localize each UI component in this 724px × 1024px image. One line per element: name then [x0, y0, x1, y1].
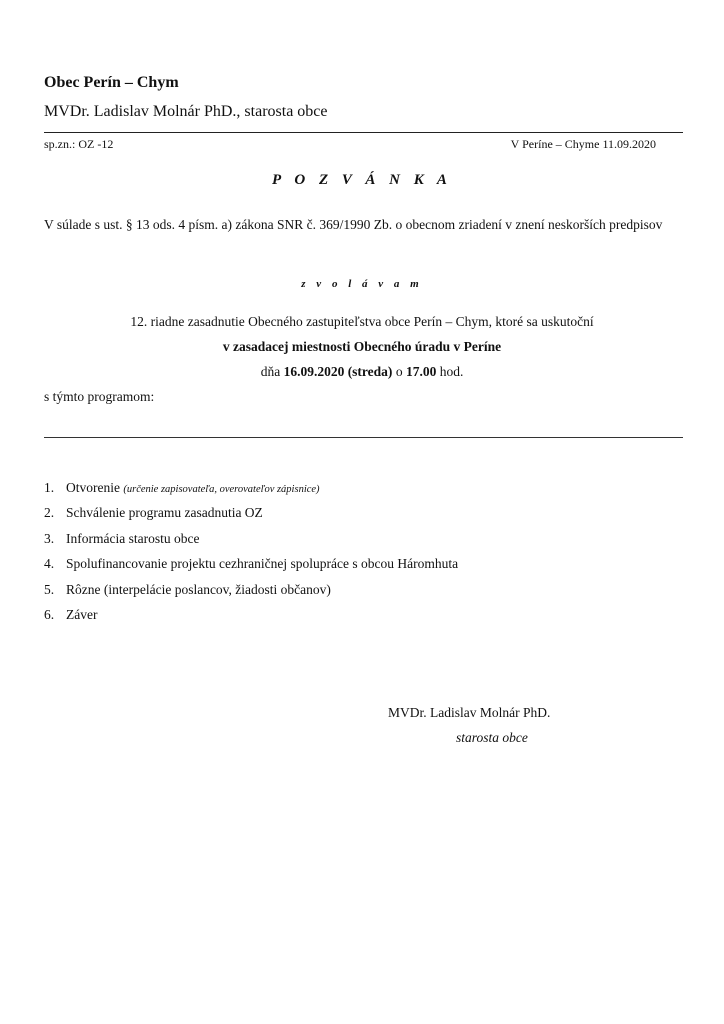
program-intro: s týmto programom: — [44, 389, 155, 404]
agenda-item-text: Otvorenie — [66, 480, 124, 495]
signatory-name: MVDr. Ladislav Molnár PhD. — [388, 705, 551, 720]
agenda-item-text: Informácia starostu obce — [66, 530, 200, 546]
program-divider — [44, 437, 683, 438]
agenda-item-number: 3. — [44, 530, 55, 546]
mayor-line: MVDr. Ladislav Molnár PhD., starosta obce — [44, 103, 328, 120]
signatory-title: starosta obce — [456, 730, 528, 745]
time-prefix: o — [392, 364, 406, 379]
agenda-list — [44, 478, 458, 630]
reference-number: sp.zn.: OZ -12 — [44, 137, 114, 151]
agenda-item — [44, 478, 458, 503]
document-title: P O Z V Á N K A — [272, 172, 452, 188]
agenda-item-text: Schválenie programu zasadnutia OZ — [66, 505, 263, 521]
agenda-item-text: Spolufinancovanie projektu cezhraničnej spolupráce s obcou Háromhuta — [66, 556, 459, 572]
agenda-item-text: Záver — [66, 606, 98, 622]
convene-word: z v o l á v a m — [301, 278, 423, 290]
time-suffix: hod. — [436, 364, 464, 379]
municipality-name: Obec Perín – Chym — [44, 74, 179, 91]
legal-basis: V súlade s ust. § 13 ods. 4 písm. a) zákona SNR č. 369/1990 Zb. o obecnom zriadení v znení neskorších predpisov — [44, 217, 663, 232]
meeting-date: 16.09.2020 (streda) — [283, 364, 393, 379]
agenda-item-number: 4. — [44, 556, 55, 572]
agenda-item — [44, 605, 458, 630]
header-divider — [44, 132, 683, 133]
agenda-item — [44, 554, 458, 579]
agenda-item-number: 2. — [44, 505, 55, 521]
agenda-item — [44, 529, 458, 554]
agenda-item-number: 5. — [44, 581, 55, 597]
meeting-location: v zasadacej miestnosti Obecného úradu v Períne — [222, 339, 502, 354]
place-and-date: V Períne – Chyme 11.09.2020 — [510, 137, 656, 151]
agenda-item-text: Rôzne (interpelácie poslancov, žiadosti občanov) — [66, 581, 331, 597]
meeting-time: 17.00 — [405, 364, 437, 379]
agenda-item — [44, 503, 458, 528]
agenda-item-note: (určenie zapisovateľa, overovateľov zápisnice) — [123, 484, 320, 495]
agenda-item-number: 6. — [44, 606, 55, 622]
date-prefix: dňa — [260, 364, 284, 379]
meeting-datetime — [0, 364, 724, 380]
meeting-line: 12. riadne zasadnutie Obecného zastupiteľstva obce Perín – Chym, ktoré sa uskutoční — [130, 314, 594, 329]
agenda-item — [44, 580, 458, 605]
agenda-item-number: 1. — [44, 480, 55, 495]
